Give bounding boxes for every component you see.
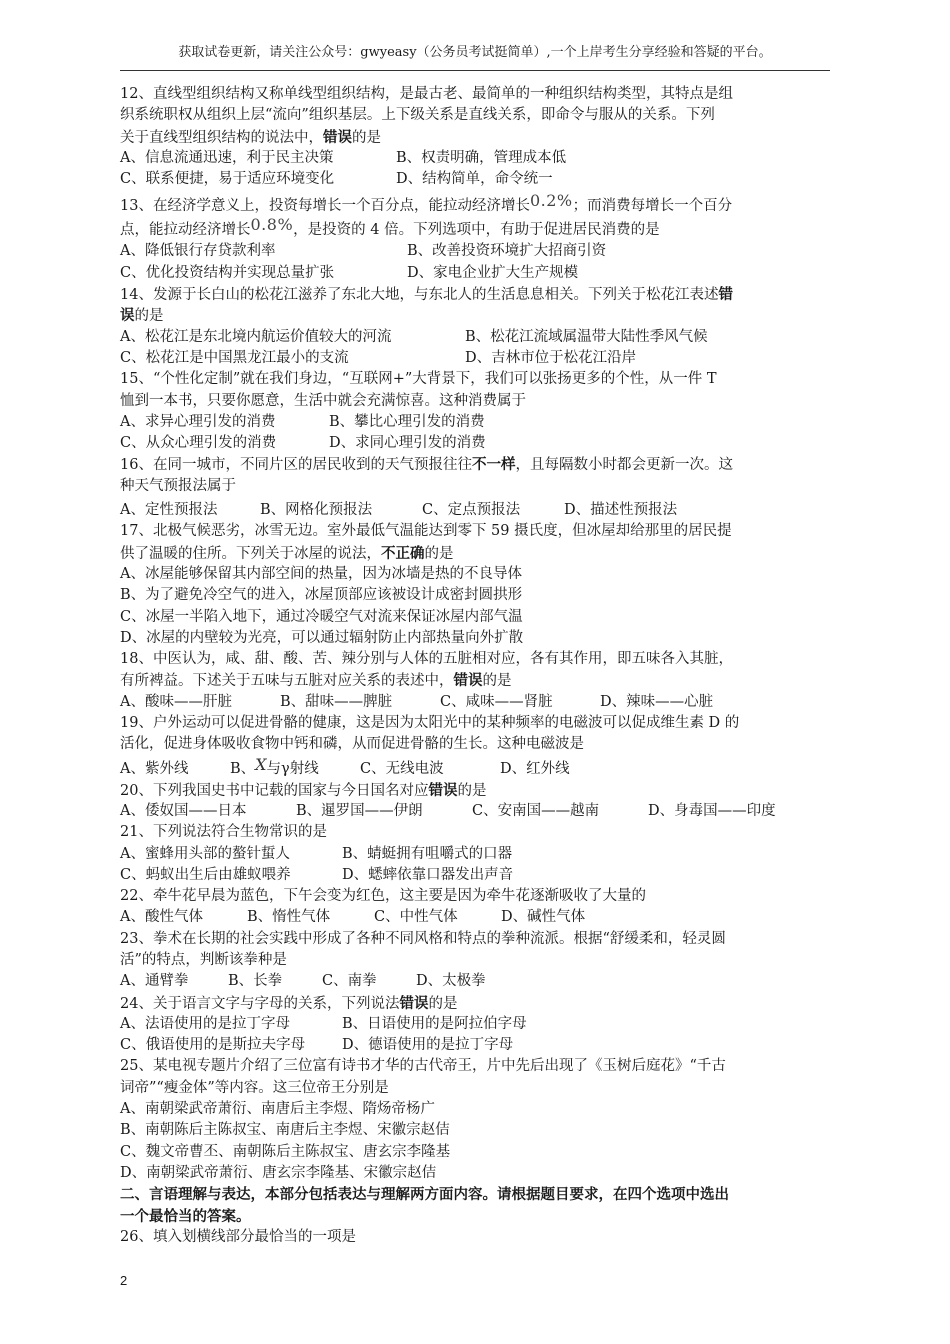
question-17 bbox=[120, 521, 830, 649]
option-c: C、联系便捷，易于适应环境变化 bbox=[120, 171, 335, 188]
option-c: C、魏文帝曹丕、南朝陈后主陈叔宝、唐玄宗李隆基 bbox=[120, 1143, 451, 1160]
option-b: B、暹罗国——伊朗 bbox=[296, 802, 423, 819]
option-row bbox=[120, 971, 830, 992]
question-text: 12、直线型组织结构又称单线型组织结构，是最古老、最简单的一种组织结构类型，其特点是组 bbox=[120, 86, 733, 102]
option-d: D、南朝梁武帝萧衍、唐玄宗李隆基、宋徽宗赵佶 bbox=[120, 1164, 437, 1181]
question-text bbox=[120, 127, 830, 148]
question-text: 种天气预报法属于 bbox=[120, 477, 236, 494]
question-20 bbox=[120, 780, 830, 823]
question-text bbox=[120, 217, 830, 241]
option-b bbox=[230, 756, 360, 781]
emphasis-text: 错误 bbox=[323, 128, 352, 146]
text-span: 的是 bbox=[134, 308, 164, 325]
text-span: 供了温暖的住所。下列关于冰屋的说法， bbox=[120, 545, 381, 562]
option-row bbox=[120, 148, 830, 169]
question-23 bbox=[120, 929, 830, 993]
question-16 bbox=[120, 454, 830, 521]
option-b: B、甜味——脾脏 bbox=[280, 693, 393, 710]
question-19 bbox=[120, 713, 830, 780]
question-text bbox=[120, 284, 830, 305]
option-c: C、无线电波 bbox=[360, 760, 444, 777]
text-span: 20、下列我国史书中记载的国家与今日国名对应 bbox=[120, 782, 429, 799]
option-row bbox=[120, 412, 830, 433]
option-d: D、冰屋的内壁较为光亮，可以通过辐射防止内部热量向外扩散 bbox=[120, 629, 524, 646]
section-heading bbox=[120, 1184, 830, 1227]
option-c: C、定点预报法 bbox=[422, 502, 521, 519]
option-row bbox=[120, 1014, 830, 1035]
option-row bbox=[120, 1035, 830, 1056]
question-24 bbox=[120, 993, 830, 1057]
option-b: B、长拳 bbox=[228, 973, 283, 990]
question-12 bbox=[120, 84, 830, 190]
option-c: C、中性气体 bbox=[374, 909, 458, 926]
question-text: 织系统职权从组织上层“流向”组织基层。上下级关系是直线关系，即命令与服从的关系。下列 bbox=[120, 107, 715, 124]
section-heading-text: 二、言语理解与表达，本部分包括表达与理解两方面内容。请根据题目要求，在四个选项中选出 bbox=[120, 1186, 729, 1204]
emphasis-text: 误 bbox=[120, 307, 135, 325]
option-b: B、南朝陈后主陈叔宝、南唐后主李煜、宋徽宗赵佶 bbox=[120, 1122, 450, 1139]
option-d: D、碱性气体 bbox=[501, 909, 586, 926]
text-span: 点，能拉动经济增长 bbox=[120, 222, 251, 239]
option-d: D、太极拳 bbox=[416, 973, 486, 990]
text-span: ，且每隔数小时都会更新一次。这 bbox=[515, 457, 733, 474]
question-text bbox=[120, 305, 830, 326]
question-text: 17、北极气候恶劣，冰雪无边。室外最低气温能达到零下 59 摄氏度，但冰屋却给那里的居民提 bbox=[120, 523, 732, 540]
option-b: B、权责明确，管理成本低 bbox=[396, 149, 567, 166]
text-span: 16、在同一城市，不同片区的居民收到的天气预报往往 bbox=[120, 457, 472, 474]
option-row bbox=[120, 327, 830, 348]
option-a: A、酸性气体 bbox=[120, 909, 203, 926]
option-b: B、为了避免冷空气的进入，冰屋顶部应该被设计成密封圆拱形 bbox=[120, 587, 523, 604]
text-span: B、 bbox=[230, 760, 256, 777]
text-span: 24、关于语言文字与字母的关系，下列说法 bbox=[120, 995, 400, 1012]
text-span: 13、在经济学意义上，投资每增长一个百分点，能拉动经济增长 bbox=[120, 198, 530, 215]
option-row bbox=[120, 756, 830, 780]
question-text bbox=[120, 993, 830, 1014]
text-span: 关于直线型组织结构的说法中， bbox=[120, 129, 323, 146]
question-text bbox=[120, 454, 830, 475]
option-row bbox=[120, 169, 830, 190]
option-d: D、描述性预报法 bbox=[564, 502, 678, 519]
emphasis-text: 错误 bbox=[428, 781, 458, 799]
option-a: A、降低银行存贷款利率 bbox=[120, 243, 276, 260]
option-row bbox=[120, 241, 830, 262]
option-a: A、信息流通迅速，利于民主决策 bbox=[120, 149, 334, 166]
question-text: 25、某电视专题片介绍了三位富有诗书才华的古代帝王，片中先后出现了《玉树后庭花》“千古 bbox=[120, 1058, 726, 1075]
option-row bbox=[120, 692, 830, 713]
emphasis-text: 错 bbox=[718, 286, 733, 304]
option-b: B、蜻蜓拥有咀嚼式的口器 bbox=[342, 845, 513, 862]
text-span: 与γ射线 bbox=[266, 760, 319, 777]
option-b: B、改善投资环境扩大招商引资 bbox=[407, 243, 607, 260]
question-text: 21、下列说法符合生物常识的是 bbox=[120, 824, 327, 841]
option-c: C、松花江是中国黑龙江最小的支流 bbox=[120, 349, 349, 366]
text-span: ，是投资的 4 倍。下列选项中，有助于促进居民消费的是 bbox=[293, 222, 660, 239]
option-row bbox=[120, 801, 830, 822]
text-span: 14、发源于长白山的松花江滋养了东北大地，与东北人的生活息息相关。下列关于松花江表述 bbox=[120, 287, 719, 304]
question-text bbox=[120, 543, 830, 564]
option-b: B、网格化预报法 bbox=[260, 502, 373, 519]
question-text: 15、“个性化定制”就在我们身边，“互联网+”大背景下，我们可以张扬更多的个性，从一件 T bbox=[120, 371, 717, 388]
option-d: D、辣味——心脏 bbox=[600, 693, 714, 710]
question-18 bbox=[120, 649, 830, 713]
page-number: 2 bbox=[120, 1273, 128, 1288]
option-row bbox=[120, 263, 830, 284]
option-c: C、优化投资结构并实现总量扩张 bbox=[120, 264, 335, 281]
question-text: 活”的特点，判断该拳种是 bbox=[120, 951, 287, 968]
option-a: A、求异心理引发的消费 bbox=[120, 413, 276, 430]
option-row bbox=[120, 500, 830, 521]
option-a: A、冰屋能够保留其内部空间的热量，因为冰墙是热的不良导体 bbox=[120, 565, 522, 582]
question-text: 活化，促进身体吸收食物中钙和磷，从而促进骨骼的生长。这种电磁波是 bbox=[120, 736, 584, 753]
question-21 bbox=[120, 822, 830, 886]
option-b: B、攀比心理引发的消费 bbox=[329, 413, 485, 430]
text-span: 的是 bbox=[424, 545, 454, 562]
text-span: 的是 bbox=[352, 129, 381, 146]
question-text: 词帝”“瘦金体”等内容。这三位帝王分别是 bbox=[120, 1079, 389, 1096]
option-d: D、吉林市位于松花江沿岸 bbox=[465, 349, 637, 366]
question-text: 23、拳术在长期的社会实践中形成了各种不同风格和特点的拳种流派。根据“舒缓柔和，轻灵圆 bbox=[120, 930, 726, 947]
formula-percent: 0.8% bbox=[250, 215, 294, 235]
formula-x: X bbox=[255, 754, 267, 774]
question-text: 26、填入划横线部分最恰当的一项是 bbox=[120, 1228, 356, 1245]
option-c: C、安南国——越南 bbox=[472, 802, 600, 819]
option-a: A、法语使用的是拉丁字母 bbox=[120, 1015, 290, 1032]
emphasis-text: 错误 bbox=[453, 672, 483, 690]
option-b: B、松花江流域属温带大陆性季风气候 bbox=[465, 328, 708, 345]
emphasis-text: 不正确 bbox=[381, 544, 425, 562]
option-row bbox=[120, 844, 830, 865]
question-text: 18、中医认为，咸、甜、酸、苦、辣分别与人体的五脏相对应，各有其作用，即五味各入其脏， bbox=[120, 651, 733, 668]
option-c: C、咸味——肾脏 bbox=[440, 693, 553, 710]
option-row bbox=[120, 433, 830, 454]
document-body bbox=[120, 84, 830, 1248]
question-text bbox=[120, 780, 830, 801]
text-span: ；而消费每增长一个百分 bbox=[572, 198, 733, 215]
option-d: D、求同心理引发的消费 bbox=[329, 435, 486, 452]
question-text: 22、牵牛花早晨为蓝色，下午会变为红色，这主要是因为牵牛花逐渐吸收了大量的 bbox=[120, 888, 646, 905]
question-14 bbox=[120, 284, 830, 369]
option-row bbox=[120, 865, 830, 886]
formula-percent: 0.2% bbox=[529, 191, 573, 211]
option-c: C、俄语使用的是斯拉夫字母 bbox=[120, 1037, 306, 1054]
option-d: D、家电企业扩大生产规模 bbox=[407, 264, 579, 281]
question-25 bbox=[120, 1056, 830, 1184]
option-b: B、日语使用的是阿拉伯字母 bbox=[342, 1015, 527, 1032]
emphasis-text: 错误 bbox=[399, 994, 429, 1012]
option-d: D、蟋蟀依靠口器发出声音 bbox=[342, 866, 514, 883]
question-15 bbox=[120, 369, 830, 454]
section-heading-text: 一个最恰当的答案。 bbox=[120, 1207, 251, 1225]
page-header: 获取试卷更新，请关注公众号：gwyeasy（公务员考试挺简单）,一个上岸考生分享经验和答疑的平台。 bbox=[178, 45, 772, 60]
text-span: 的是 bbox=[457, 782, 487, 799]
option-a: A、通臂拳 bbox=[120, 973, 189, 990]
option-d: D、红外线 bbox=[500, 760, 570, 777]
option-row bbox=[120, 907, 830, 928]
header-divider bbox=[120, 70, 830, 71]
option-a: A、定性预报法 bbox=[120, 502, 218, 519]
option-a: A、蜜蜂用头部的螯针蜇人 bbox=[120, 845, 290, 862]
option-row bbox=[120, 348, 830, 369]
option-d: D、德语使用的是拉丁字母 bbox=[342, 1037, 514, 1054]
option-c: C、南拳 bbox=[322, 973, 377, 990]
question-text bbox=[120, 670, 830, 691]
question-text: 19、户外运动可以促进骨骼的健康，这是因为太阳光中的某种频率的电磁波可以促成维生素 D 的 bbox=[120, 715, 740, 732]
question-22 bbox=[120, 886, 830, 929]
question-13 bbox=[120, 193, 830, 284]
option-a: A、松花江是东北境内航运价值较大的河流 bbox=[120, 328, 392, 345]
option-a: A、倭奴国——日本 bbox=[120, 802, 247, 819]
option-c: C、冰屋一半陷入地下，通过冷暖空气对流来保证冰屋内部气温 bbox=[120, 608, 523, 625]
option-a: A、紫外线 bbox=[120, 760, 189, 777]
text-span: 的是 bbox=[428, 995, 458, 1012]
text-span: 的是 bbox=[482, 673, 512, 690]
option-d: D、身毒国——印度 bbox=[648, 802, 776, 819]
emphasis-text: 不一样 bbox=[471, 456, 516, 474]
option-a: A、酸味——肝脏 bbox=[120, 693, 232, 710]
option-b: B、惰性气体 bbox=[247, 909, 331, 926]
question-26 bbox=[120, 1227, 830, 1248]
option-d: D、结构简单，命令统一 bbox=[396, 171, 553, 188]
question-text bbox=[120, 193, 830, 217]
question-text: 恤到一本书，只要你愿意，生活中就会充满惊喜。这种消费属于 bbox=[120, 392, 526, 409]
text-span: 有所裨益。下述关于五味与五脏对应关系的表述中， bbox=[120, 673, 454, 690]
option-a: A、南朝梁武帝萧衍、南唐后主李煜、隋炀帝杨广 bbox=[120, 1101, 435, 1118]
option-c: C、从众心理引发的消费 bbox=[120, 435, 277, 452]
option-c: C、蚂蚁出生后由雄蚁喂养 bbox=[120, 866, 291, 883]
